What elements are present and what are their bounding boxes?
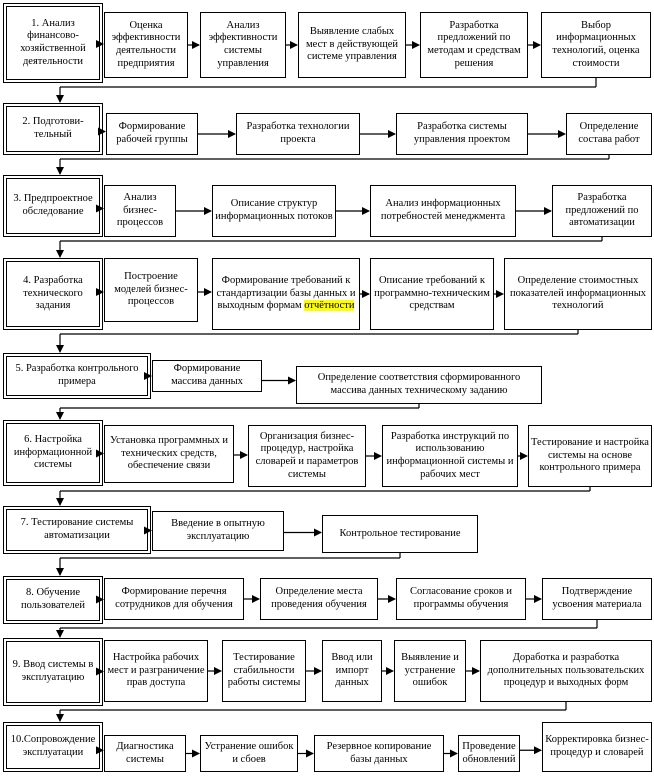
step-label: Проведение обновлений — [462, 740, 516, 765]
step-label: Определение места проведения обучения — [271, 586, 367, 610]
stage-box — [3, 638, 103, 706]
step-box — [396, 113, 528, 155]
step-box — [222, 640, 306, 702]
step-box — [542, 578, 652, 620]
step-label: Формирование требований к стандартизации базы данных и выходным формам отчётности — [216, 275, 356, 312]
step-label: Разработка предложений по методам и средствам решения — [427, 19, 521, 69]
step-label: Определение стоимостных показателей информационных технологий — [509, 275, 647, 312]
step-box — [420, 12, 528, 78]
stage-box — [3, 258, 103, 330]
step-label: Согласование сроков и программы обучения — [409, 586, 513, 610]
step-label: Контрольное тестирование — [339, 527, 461, 539]
step-label: Определение соответствия сформированного массива данных техническому заданию — [317, 372, 521, 396]
step-box — [504, 258, 652, 330]
step-label: Анализ бизнес-процессов — [116, 192, 164, 229]
step-box — [104, 425, 234, 483]
step-label: Ввод или импорт данных — [331, 652, 373, 689]
step-box — [152, 511, 284, 551]
step-box — [212, 185, 336, 237]
step-label: Тестирование и настройка системы на основе контрольного примера — [531, 437, 649, 474]
stage-label: 3. Предпроектное обследование — [13, 193, 93, 217]
step-label: Установка программных и технических средств, обеспечение связи — [109, 435, 229, 472]
step-box — [298, 12, 406, 78]
step-label: Оценка эффективности деятельности предприятия — [111, 19, 181, 69]
step-label: Выбор информационных технологий, оценка стоимости — [552, 19, 640, 69]
stage-box — [3, 506, 151, 554]
stage-label: 8. Обучение пользователей — [20, 587, 86, 611]
step-box — [370, 185, 516, 237]
step-label: Формирование рабочей группы — [116, 121, 188, 145]
step-box — [394, 640, 466, 702]
step-label: Описание структур информационных потоков — [215, 198, 333, 222]
highlighted-word: отчётности — [304, 300, 355, 312]
step-box — [322, 515, 478, 553]
stage-box — [3, 3, 103, 83]
step-label: Разработка инструкций по использованию информационной системы и рабочих мест — [386, 430, 514, 480]
step-label: Формирование массива данных — [171, 363, 243, 387]
step-label: Тестирование стабильности работы системы — [227, 652, 301, 689]
step-box — [541, 12, 651, 78]
step-box — [566, 113, 652, 155]
step-box — [542, 722, 652, 772]
step-label: Корректировка бизнес-процедур и словарей — [545, 734, 649, 758]
step-label: Выявление и устранение ошибок — [401, 652, 459, 689]
step-box — [152, 360, 262, 392]
stage-label: 5. Разработка контрольного примера — [15, 363, 139, 387]
step-box — [104, 185, 176, 237]
step-box — [104, 735, 186, 772]
step-label: Настройка рабочих мест и разграничение прав доступа — [107, 652, 205, 689]
step-box — [200, 12, 286, 78]
step-box — [104, 258, 198, 322]
step-label: Разработка системы управления проектом — [413, 121, 511, 145]
step-label: Описание требований к программно-техническим средствам — [374, 275, 490, 312]
step-label: Организация бизнес-процедур, настройка словарей и параметров системы — [255, 430, 359, 480]
stage-label: 4. Разработка технического задания — [23, 275, 83, 312]
step-label: Диагностика системы — [116, 740, 174, 765]
stage-box — [3, 722, 103, 772]
stage-box — [3, 576, 103, 624]
step-box — [248, 425, 366, 487]
step-box — [200, 735, 298, 772]
stage-label: 2. Подготови-тельный — [22, 116, 84, 140]
step-box — [106, 113, 198, 155]
step-box — [552, 185, 652, 237]
step-box — [104, 12, 188, 78]
stage-box — [3, 103, 103, 155]
step-label: Доработка и разработка дополнительных пользовательских процедур и выходных форм — [487, 652, 645, 689]
step-box — [104, 578, 244, 620]
step-box — [396, 578, 526, 620]
stage-label: 1. Анализ финансово-хозяйственной деятельности — [20, 17, 86, 67]
step-label: Разработка технологии проекта — [246, 121, 350, 145]
step-label: Подтверждение усвоения материала — [552, 586, 642, 610]
step-box — [212, 258, 360, 330]
step-label: Введение в опытную эксплуатацию — [171, 518, 265, 542]
stage-label: 9. Ввод системы в эксплуатацию — [12, 659, 94, 683]
step-box — [314, 735, 444, 772]
stage-box — [3, 175, 103, 237]
step-box — [370, 258, 494, 330]
step-box — [260, 578, 378, 620]
step-box — [104, 640, 208, 702]
step-label: Построение моделей бизнес-процессов — [114, 271, 188, 308]
step-box — [322, 640, 382, 702]
step-label: Устранение ошибок и сбоев — [204, 740, 294, 765]
step-box — [236, 113, 360, 155]
step-box — [382, 425, 518, 487]
step-label: Формирование перечня сотрудников для обучения — [115, 586, 233, 610]
step-box — [458, 735, 520, 772]
step-box — [480, 640, 652, 702]
step-label: Резервное копирование базы данных — [326, 740, 432, 765]
step-box — [528, 425, 652, 487]
stage-box — [3, 420, 103, 486]
step-label: Разработка предложений по автоматизации — [565, 192, 639, 229]
step-box — [296, 366, 542, 404]
stage-label: 7. Тестирование системы автоматизации — [20, 517, 134, 541]
step-label: Выявление слабых мест в действующей системе управления — [306, 26, 398, 63]
stage-label: 10.Сопровождение эксплуатации — [10, 734, 96, 758]
step-label: Анализ информационных потребностей менеджмента — [380, 198, 506, 222]
step-label: Определение состава работ — [578, 121, 640, 145]
stage-label: 6. Настройка информационной системы — [13, 434, 93, 471]
stage-box — [3, 353, 151, 399]
step-label: Анализ эффективности системы управления — [208, 19, 278, 69]
